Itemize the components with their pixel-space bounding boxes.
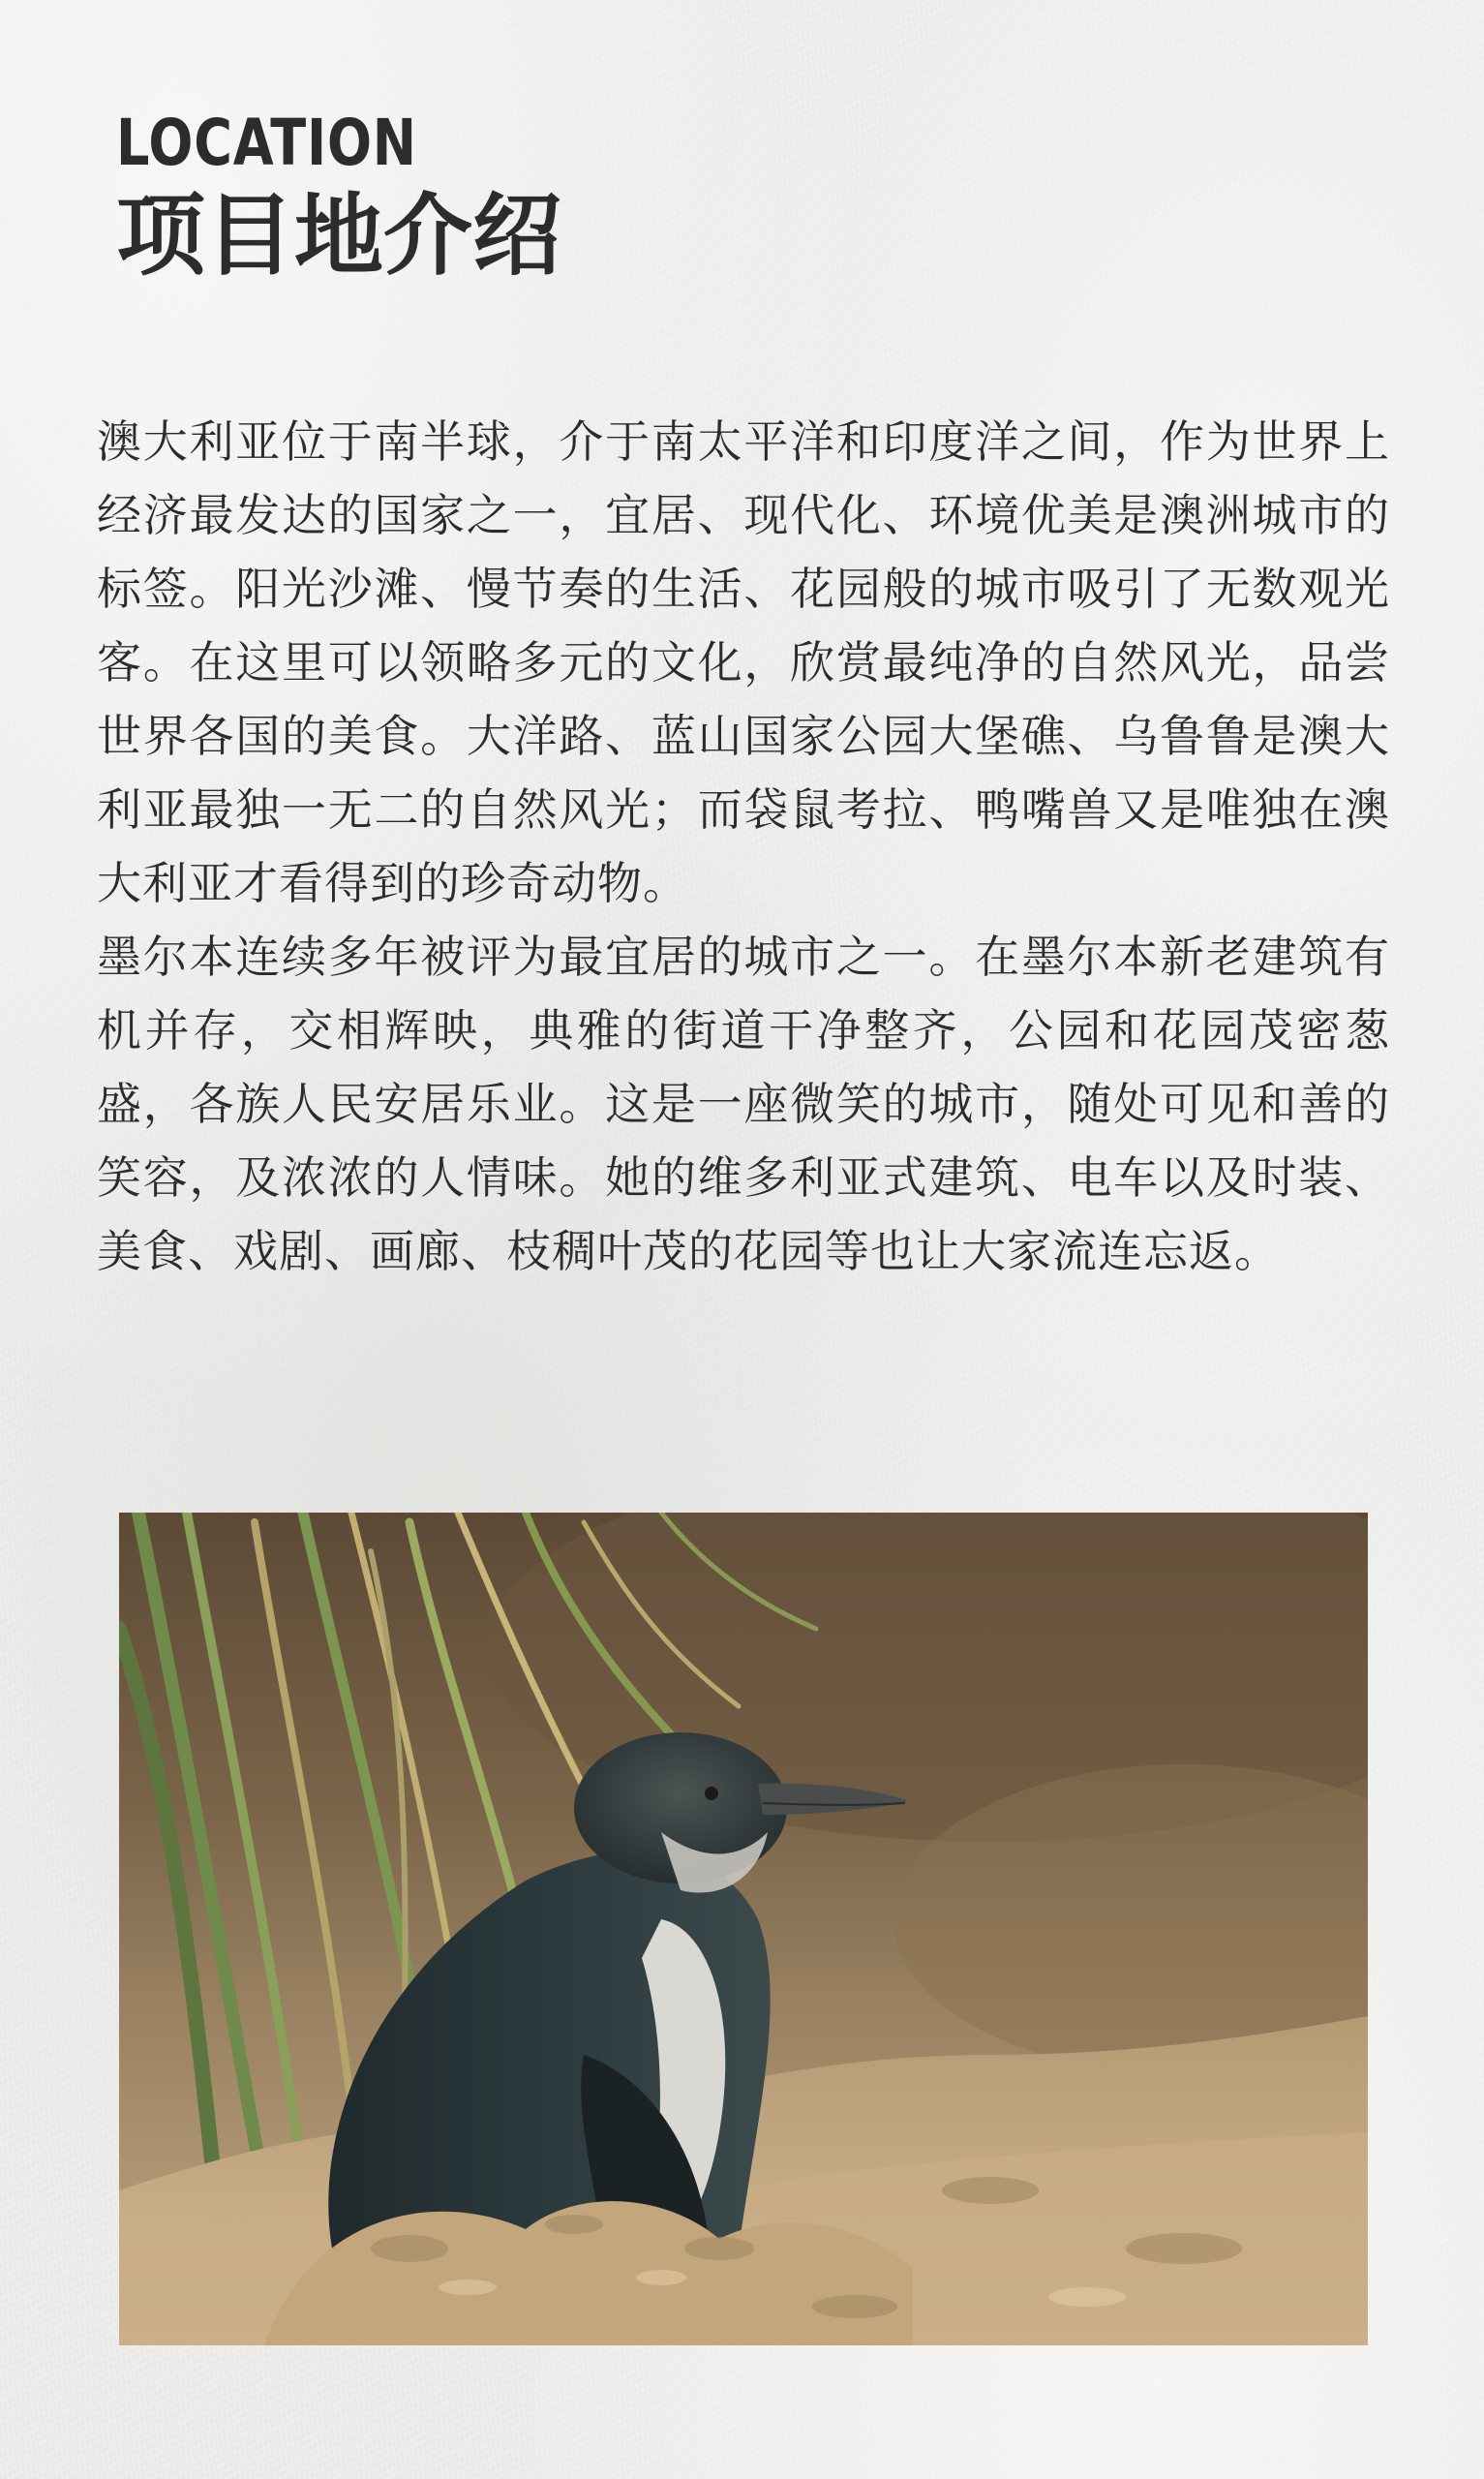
penguin-photo	[119, 1513, 1368, 2345]
page-title: 项目地介绍	[116, 183, 562, 288]
intro-paragraph-1: 澳大利亚位于南半球，介于南太平洋和印度洋之间，作为世界上经济最发达的国家之一，宜居、现代化、环境优美是澳洲城市的标签。阳光沙滩、慢节奏的生活、花园般的城市吸引了无数观光客。在这里可以领略多元的文化，欣赏最纯净的自然风光，品尝世界各国的美食。大洋路、蓝山国家公园大堡礁、乌鲁鲁是澳大利亚最独一无二的自然风光；而袋鼠考拉、鸭嘴兽又是唯独在澳大利亚才看得到的珍奇动物。	[97, 415, 1390, 909]
intro-text	[97, 405, 1390, 1288]
intro-paragraph-2: 墨尔本连续多年被评为最宜居的城市之一。在墨尔本新老建筑有机并存，交相辉映，典雅的街道干净整齐，公园和花园茂密葱盛，各族人民安居乐业。这是一座微笑的城市，随处可见和善的笑容，及浓浓的人情味。她的维多利亚式建筑、电车以及时装、美食、戏剧、画廊、枝稠叶茂的花园等也让大家流连忘返。	[97, 931, 1390, 1277]
section-header	[116, 105, 561, 289]
section-label-en: LOCATION	[116, 106, 417, 180]
